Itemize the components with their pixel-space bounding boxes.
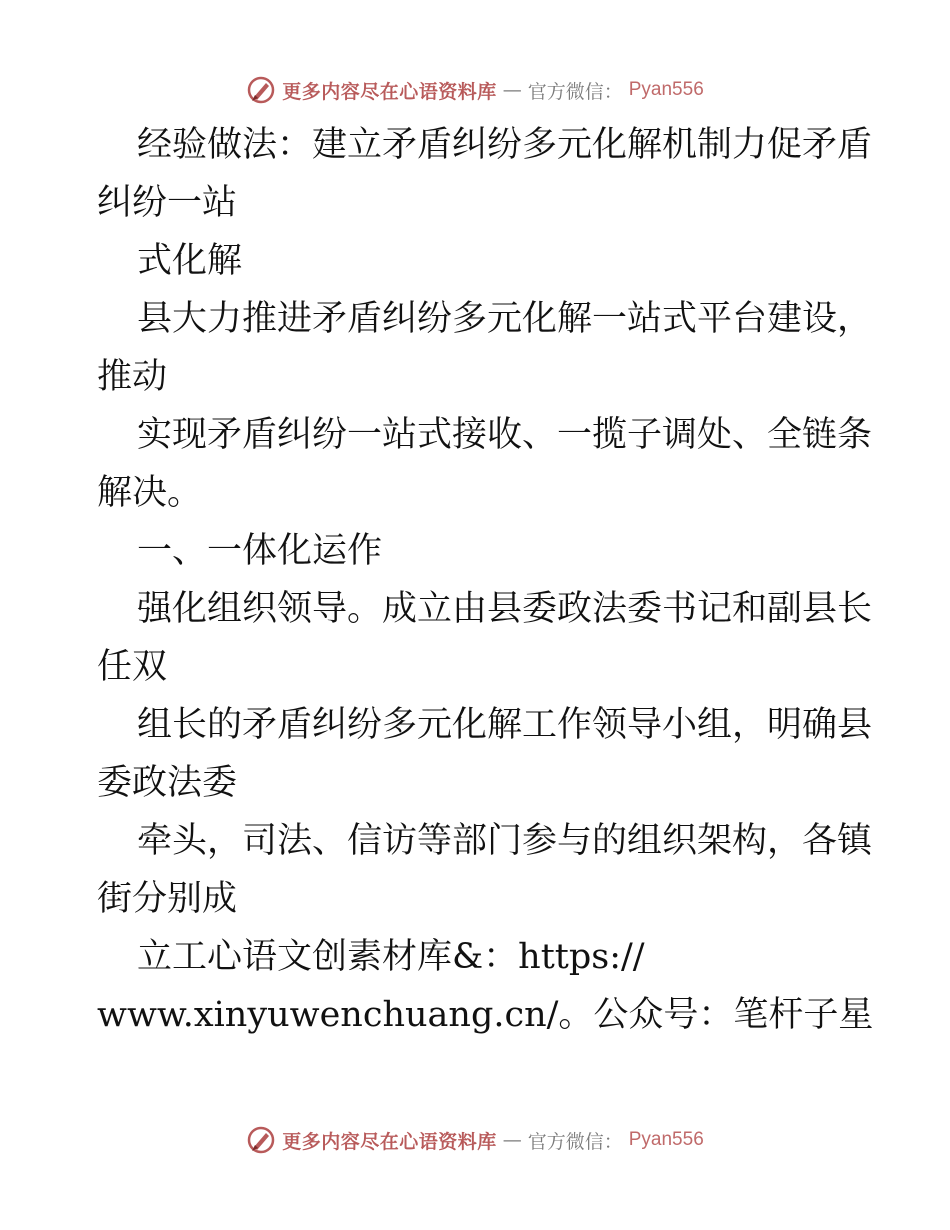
- watermark-wechat-label: 官方微信：: [527, 1130, 623, 1153]
- text-line: 任双: [97, 647, 168, 687]
- watermark-dash: —: [502, 79, 522, 101]
- text-line: www.xinyuwenchuang.cn/。公众号：笔杆子星: [97, 995, 874, 1035]
- watermark-brand-text: 更多内容尽在心语资料库: [282, 80, 497, 103]
- text-line: 委政法委: [97, 763, 238, 803]
- text-line: 解决。: [97, 473, 203, 513]
- text-line: 组长的矛盾纠纷多元化解工作领导小组，明确县: [137, 705, 873, 745]
- watermark-wechat-id: Pyan556: [628, 79, 704, 100]
- document-body: [97, 116, 874, 1044]
- text-line: 县大力推进矛盾纠纷多元化解一站式平台建设，: [137, 299, 873, 339]
- text-line: 实现矛盾纠纷一站式接收、一揽子调处、全链条: [137, 415, 873, 455]
- text-line: 式化解: [137, 241, 243, 281]
- text-line: 纠纷一站: [97, 183, 238, 223]
- text-line: 强化组织领导。成立由县委政法委书记和副县长: [137, 589, 873, 629]
- text-line: 一、一体化运作: [137, 531, 383, 571]
- watermark-dash: —: [502, 1129, 522, 1151]
- text-line: 推动: [97, 357, 168, 397]
- text-line: 立工心语文创素材库&：https://: [137, 937, 645, 977]
- pen-logo-icon: [246, 75, 276, 105]
- header-watermark: [0, 70, 950, 110]
- watermark-wechat-label: 官方微信：: [527, 80, 623, 103]
- text-line: 牵头，司法、信访等部门参与的组织架构，各镇: [137, 821, 873, 861]
- watermark-wechat-id: Pyan556: [628, 1129, 704, 1150]
- pen-logo-icon: [246, 1125, 276, 1155]
- text-line: 经验做法：建立矛盾纠纷多元化解机制力促矛盾: [137, 125, 873, 165]
- text-line: 街分别成: [97, 879, 238, 919]
- footer-watermark: [0, 1120, 950, 1160]
- watermark-brand-text: 更多内容尽在心语资料库: [282, 1130, 497, 1153]
